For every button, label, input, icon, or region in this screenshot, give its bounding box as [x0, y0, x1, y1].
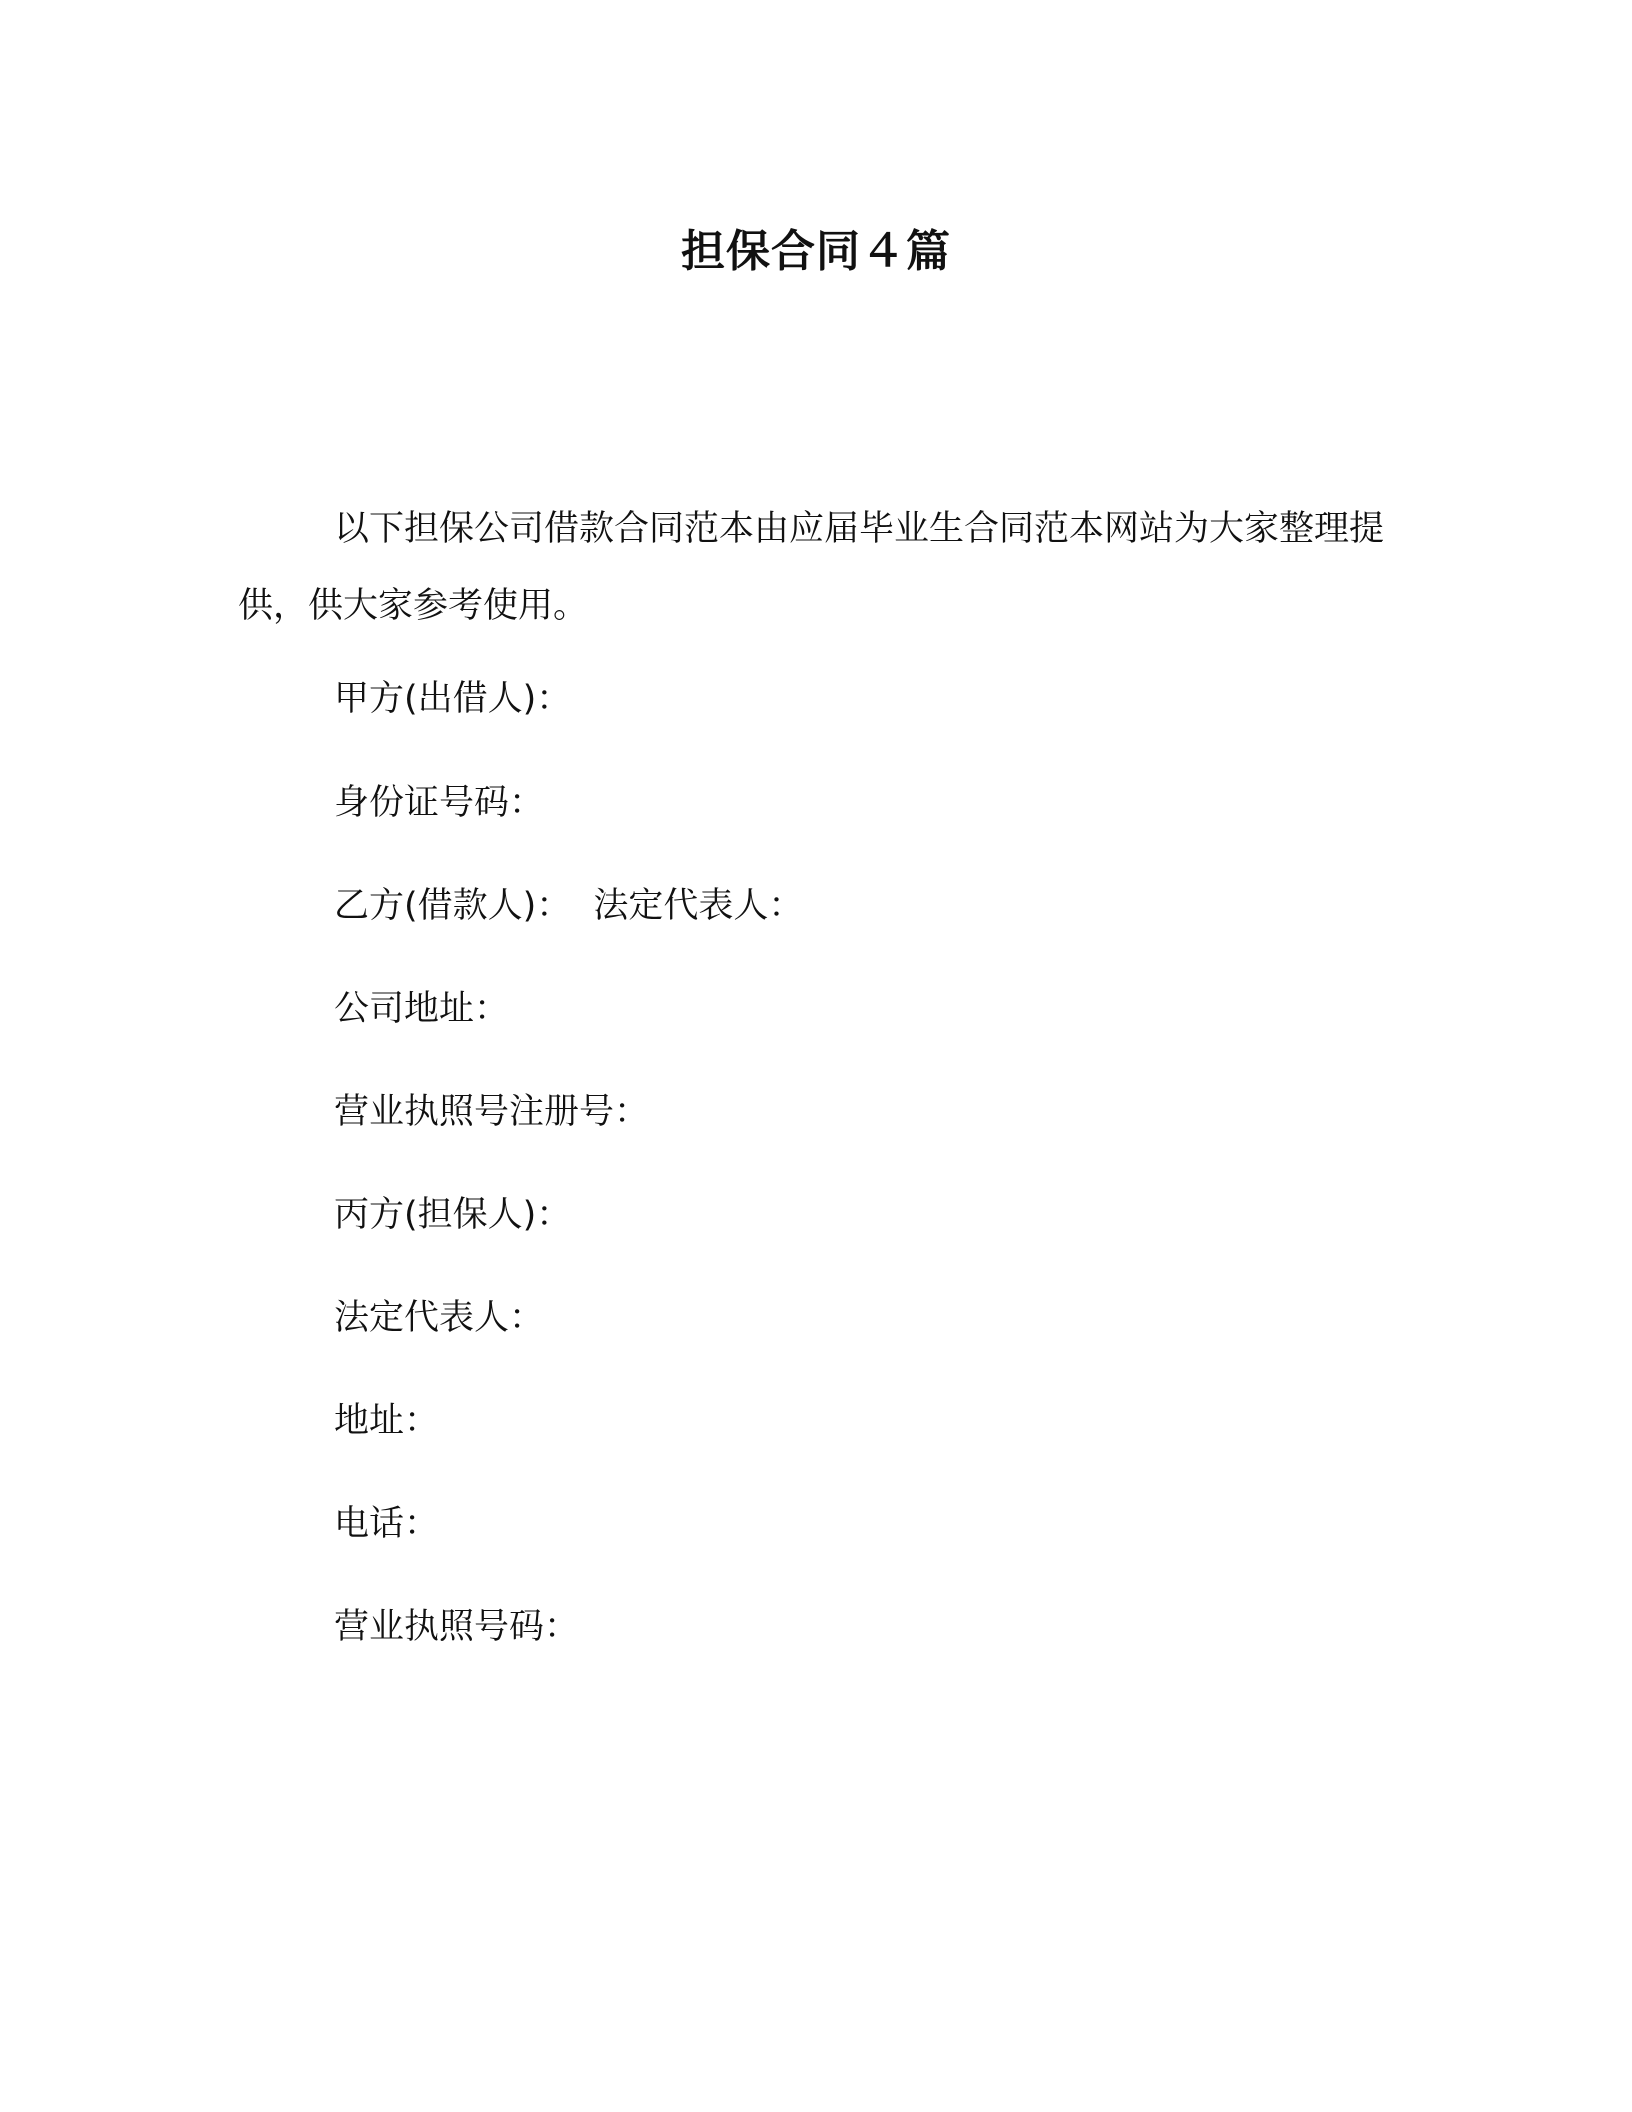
field-id-number: 身份证号码：: [334, 783, 545, 823]
field-party-b-line: [334, 882, 803, 930]
field-business-license-reg: 营业执照号注册号：: [334, 1092, 650, 1132]
document-title: 担保合同４篇: [681, 226, 951, 277]
field-legal-rep: 法定代表人：: [334, 1298, 545, 1338]
field-party-b-legal-rep: 法定代表人：: [593, 886, 804, 926]
field-party-c: 丙方(担保人)：: [334, 1195, 572, 1235]
intro-paragraph: 以下担保公司借款合同范本由应届毕业生合同范本网站为大家整理提供，供大家参考使用。: [238, 509, 1385, 626]
field-address: 地址：: [334, 1401, 440, 1441]
field-party-b: 乙方(借款人)：: [334, 886, 572, 926]
field-phone: 电话：: [334, 1504, 440, 1544]
field-company-address: 公司地址：: [334, 989, 510, 1029]
field-business-license-no: 营业执照号码：: [334, 1607, 580, 1647]
field-party-a: 甲方(出借人)：: [334, 679, 572, 719]
